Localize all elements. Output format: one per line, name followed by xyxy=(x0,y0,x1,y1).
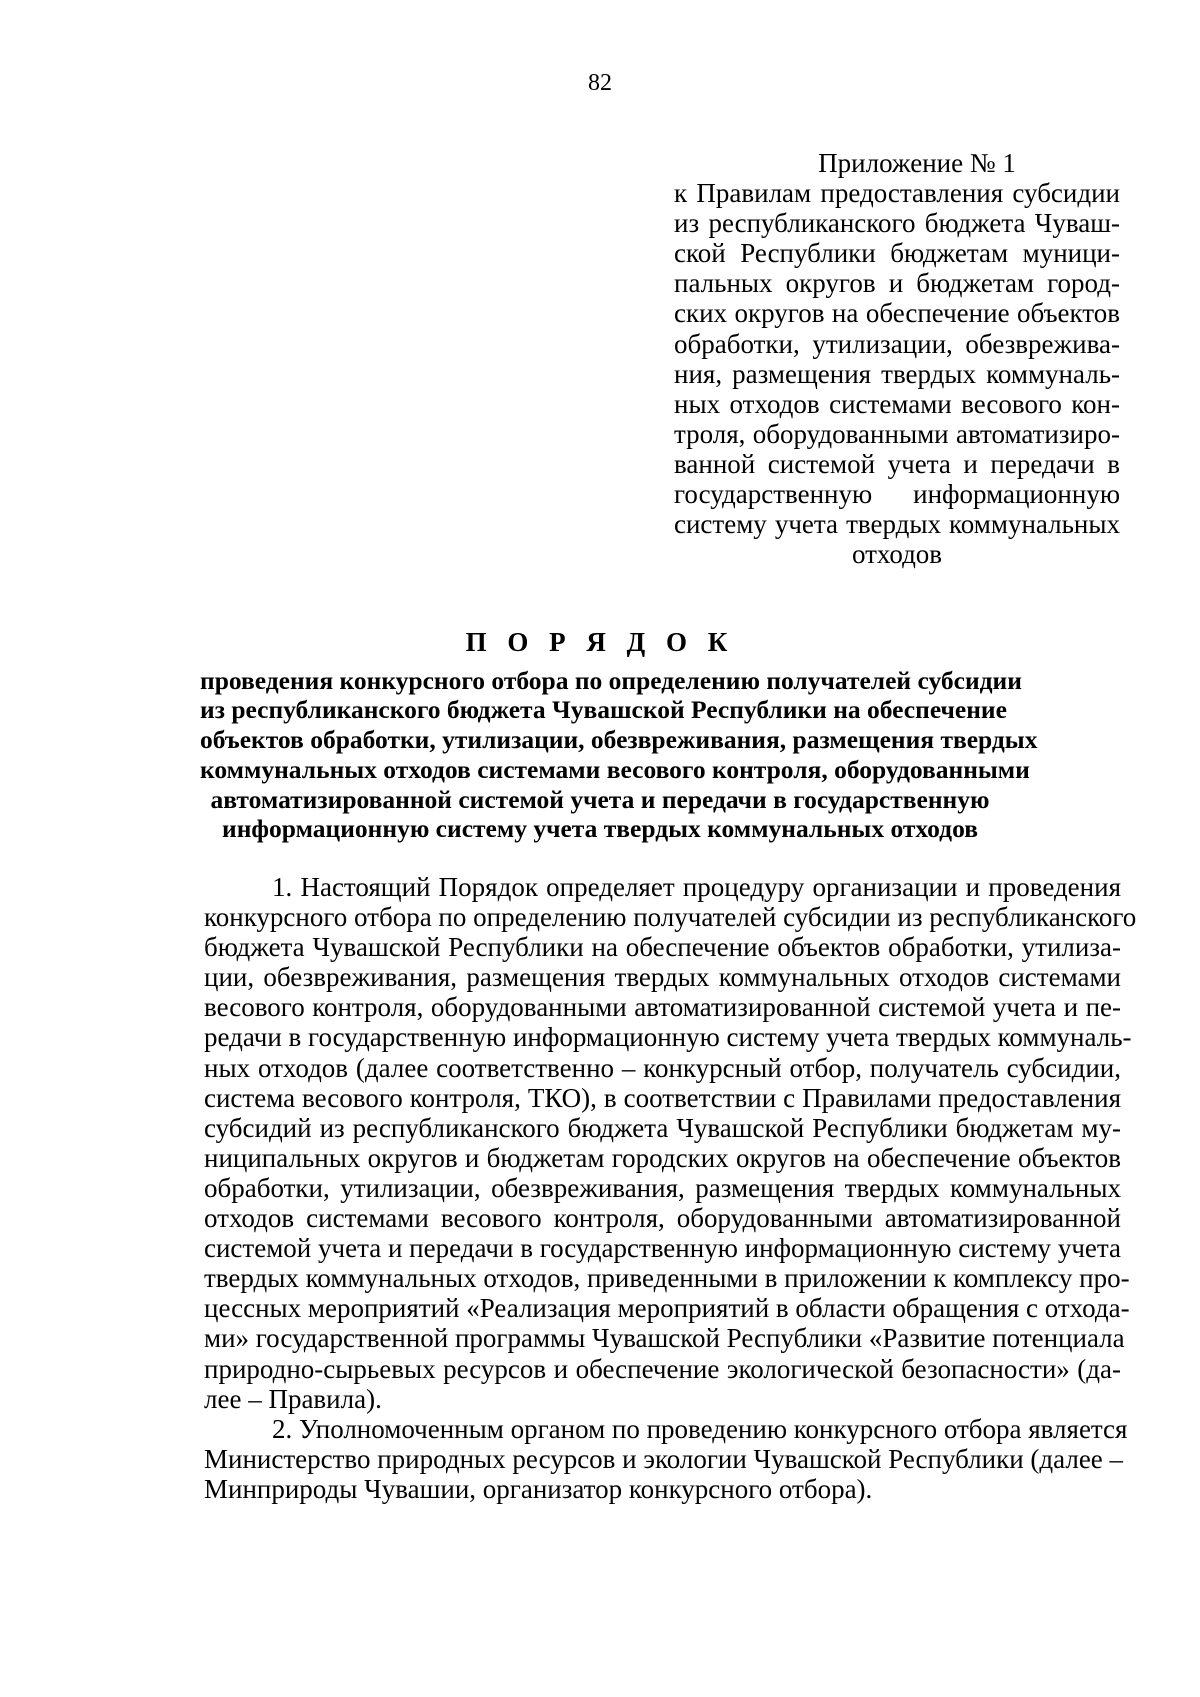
paragraph-line: ции, обезвреживания, размещения твердых коммунальных отходов системами xyxy=(204,962,1121,993)
paragraph-1 xyxy=(204,872,1137,1414)
paragraph-2 xyxy=(204,1413,1128,1504)
appendix-line: систему учета твердых коммунальных xyxy=(674,509,1120,540)
document-body xyxy=(204,872,1137,1504)
document-heading xyxy=(200,627,1038,844)
heading-line: из республиканского бюджета Чувашской Республики на обеспечение xyxy=(200,695,1007,725)
paragraph-line: твердых коммунальных отходов, приведенными в приложении к комплексу про- xyxy=(204,1263,1130,1294)
paragraph-line: Минприроды Чувашии, организатор конкурсного отбора). xyxy=(204,1473,873,1504)
paragraph-line: редачи в государственную информационную систему учета твердых коммуналь- xyxy=(204,1022,1132,1053)
paragraph-line: конкурсного отбора по определению получателей субсидии из республиканского xyxy=(204,902,1137,933)
paragraph-line: природно-сырьевых ресурсов и обеспечение экологической безопасности» (да- xyxy=(204,1353,1121,1384)
paragraph-line: ниципальных округов и бюджетам городских округов на обеспечение объектов xyxy=(204,1142,1121,1173)
paragraph-line: системой учета и передачи в государственную информационную систему учета xyxy=(204,1233,1121,1264)
appendix-title: Приложение № 1 xyxy=(818,148,1016,178)
appendix-line: троля, оборудованными автоматизиро- xyxy=(674,418,1120,449)
paragraph-line: лее – Правила). xyxy=(204,1383,382,1414)
paragraph-line: ных отходов (далее соответственно – конкурсный отбор, получатель субсидии, xyxy=(204,1052,1121,1083)
paragraph-line: 2. Уполномоченным органом по проведению конкурсного отбора является xyxy=(272,1413,1128,1444)
appendix-line: ской Республики бюджетам муници- xyxy=(674,238,1120,269)
paragraph-line: цессных мероприятий «Реализация мероприятий в области обращения с отхода- xyxy=(204,1293,1130,1324)
heading-line: объектов обработки, утилизации, обезвреживания, размещения твердых xyxy=(200,725,1038,755)
appendix-line: обработки, утилизации, обезврежива- xyxy=(674,328,1120,359)
page-number: 82 xyxy=(588,70,612,96)
paragraph-line: система весового контроля, ТКО), в соответствии с Правилами предоставления xyxy=(204,1082,1121,1113)
appendix-line: из республиканского бюджета Чуваш- xyxy=(674,208,1120,239)
appendix-line: ния, размещения твердых коммуналь- xyxy=(674,358,1120,389)
paragraph-line: Министерство природных ресурсов и экологии Чувашской Республики (далее – xyxy=(204,1443,1124,1474)
paragraph-line: весового контроля, оборудованными автоматизированной системой учета и пе- xyxy=(204,992,1121,1023)
appendix-line: пальных округов и бюджетам город- xyxy=(674,268,1120,299)
heading-line: автоматизированной системой учета и передачи в государственную xyxy=(210,784,990,814)
paragraph-line: отходов системами весового контроля, оборудованными автоматизированной xyxy=(204,1203,1121,1234)
appendix-line: ванной системой учета и передачи в xyxy=(674,448,1120,479)
appendix-line: ских округов на обеспечение объектов xyxy=(674,298,1120,329)
appendix-line: государственную информационную xyxy=(674,479,1120,510)
paragraph-line: ми» государственной программы Чувашской Республики «Развитие потенциала xyxy=(204,1323,1125,1354)
appendix-line: отходов xyxy=(851,539,943,570)
appendix-line: ных отходов системами весового кон- xyxy=(674,388,1120,419)
heading-line: проведения конкурсного отбора по определению получателей субсидии xyxy=(200,665,1022,695)
appendix-line: к Правилам предоставления субсидии xyxy=(674,178,1120,209)
paragraph-line: обработки, утилизации, обезвреживания, размещения твердых коммунальных xyxy=(204,1172,1121,1203)
document-title: П О Р Я Д О К xyxy=(465,627,735,657)
paragraph-line: субсидий из республиканского бюджета Чувашской Республики бюджетам му- xyxy=(204,1112,1121,1143)
heading-line: информационную систему учета твердых коммунальных отходов xyxy=(222,814,978,844)
paragraph-line: 1. Настоящий Порядок определяет процедуру организации и проведения xyxy=(272,872,1121,902)
appendix-block xyxy=(674,148,1120,569)
paragraph-line: бюджета Чувашской Республики на обеспечение объектов обработки, утилиза- xyxy=(204,932,1121,963)
appendix-text xyxy=(674,178,1120,569)
heading-line: коммунальных отходов системами весового контроля, оборудованными xyxy=(200,754,1030,784)
